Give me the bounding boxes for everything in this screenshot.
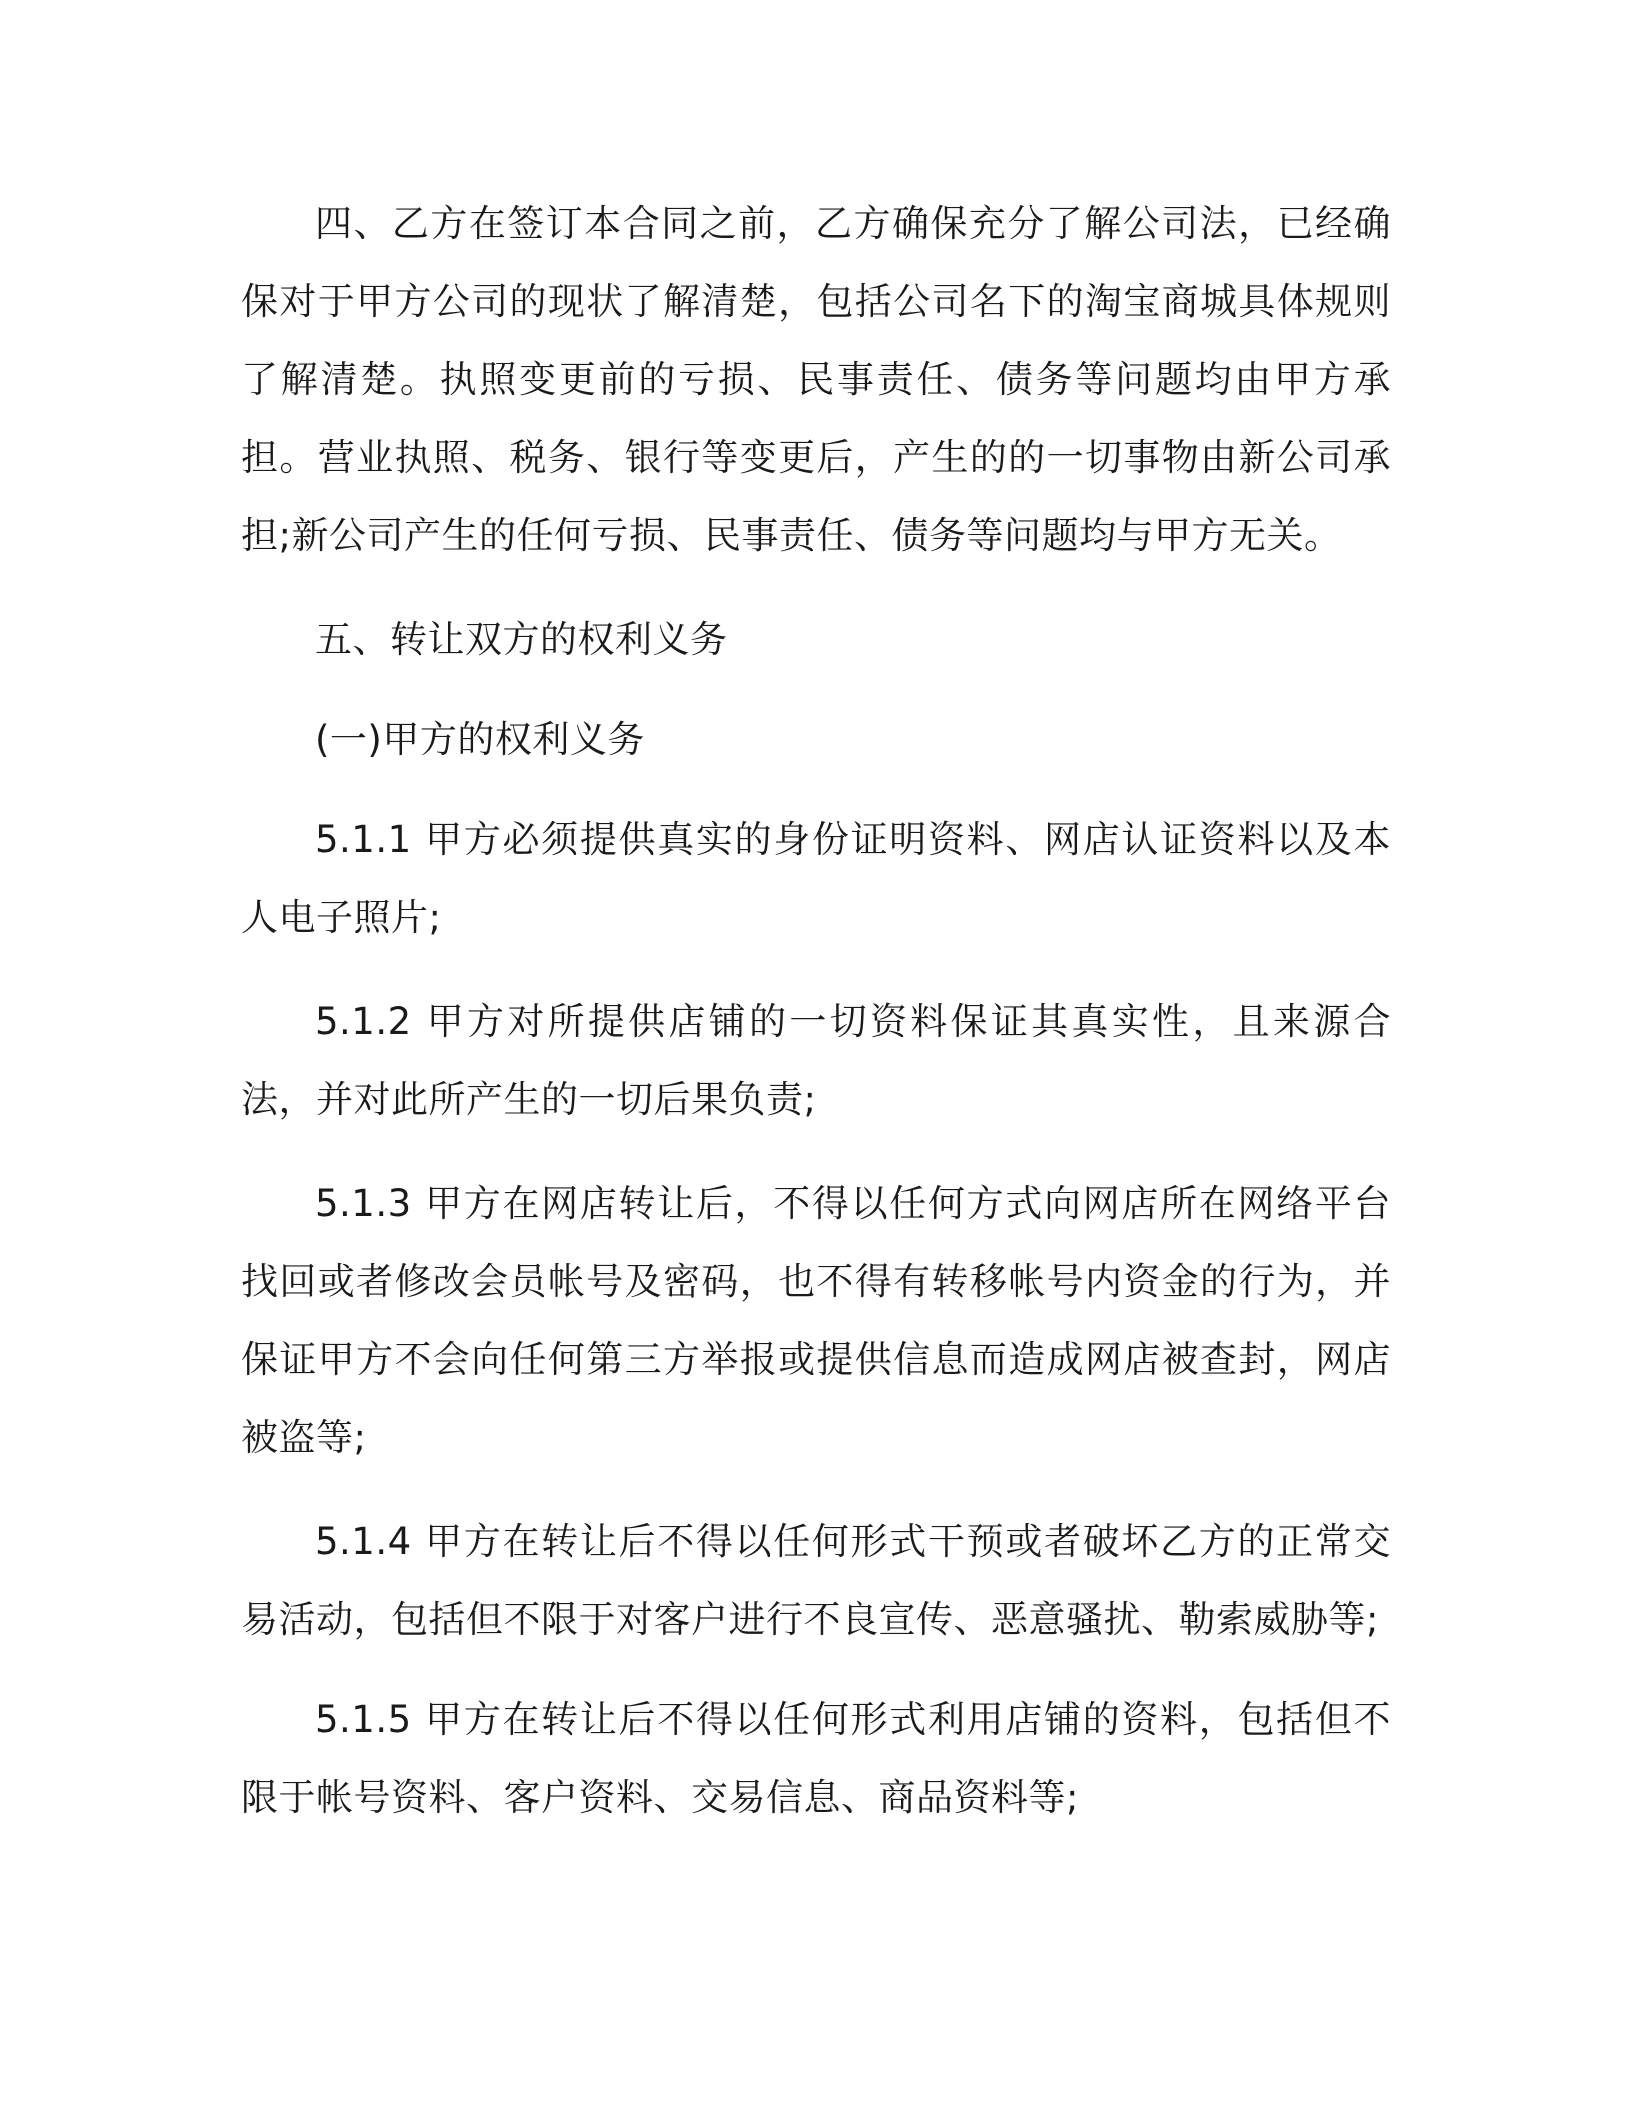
- document-body: [241, 185, 1391, 1837]
- paragraph-clause-5-1-2: 5.1.2 甲方对所提供店铺的一切资料保证其真实性，且来源合法，并对此所产生的一切后果负责;: [241, 1000, 1391, 1121]
- paragraph-clause-5-1-1: 5.1.1 甲方必须提供真实的身份证明资料、网店认证资料以及本人电子照片;: [241, 818, 1391, 939]
- paragraph-clause-5-1-5: 5.1.5 甲方在转让后不得以任何形式利用店铺的资料，包括但不限于帐号资料、客户资料、交易信息、商品资料等;: [241, 1698, 1391, 1819]
- paragraph-clause-5-1-3: 5.1.3 甲方在网店转让后，不得以任何方式向网店所在网络平台找回或者修改会员帐号及密码，也不得有转移帐号内资金的行为，并保证甲方不会向任何第三方举报或提供信息而造成网店被查封，网店被盗等;: [241, 1182, 1391, 1459]
- paragraph-clause-4: 四、乙方在签订本合同之前，乙方确保充分了解公司法，已经确保对于甲方公司的现状了解清楚，包括公司名下的淘宝商城具体规则了解清楚。执照变更前的亏损、民事责任、债务等问题均由甲方承担。营业执照、税务、银行等变更后，产生的的一切事物由新公司承担;新公司产生的任何亏损、民事责任、债务等问题均与甲方无关。: [241, 202, 1391, 557]
- heading-section-5: 五、转让双方的权利义务: [315, 618, 728, 661]
- paragraph-clause-5-1-4: 5.1.4 甲方在转让后不得以任何形式干预或者破坏乙方的正常交易活动，包括但不限于对客户进行不良宣传、恶意骚扰、勒索威胁等;: [241, 1520, 1391, 1641]
- heading-party-a-rights: (一)甲方的权利义务: [315, 718, 645, 761]
